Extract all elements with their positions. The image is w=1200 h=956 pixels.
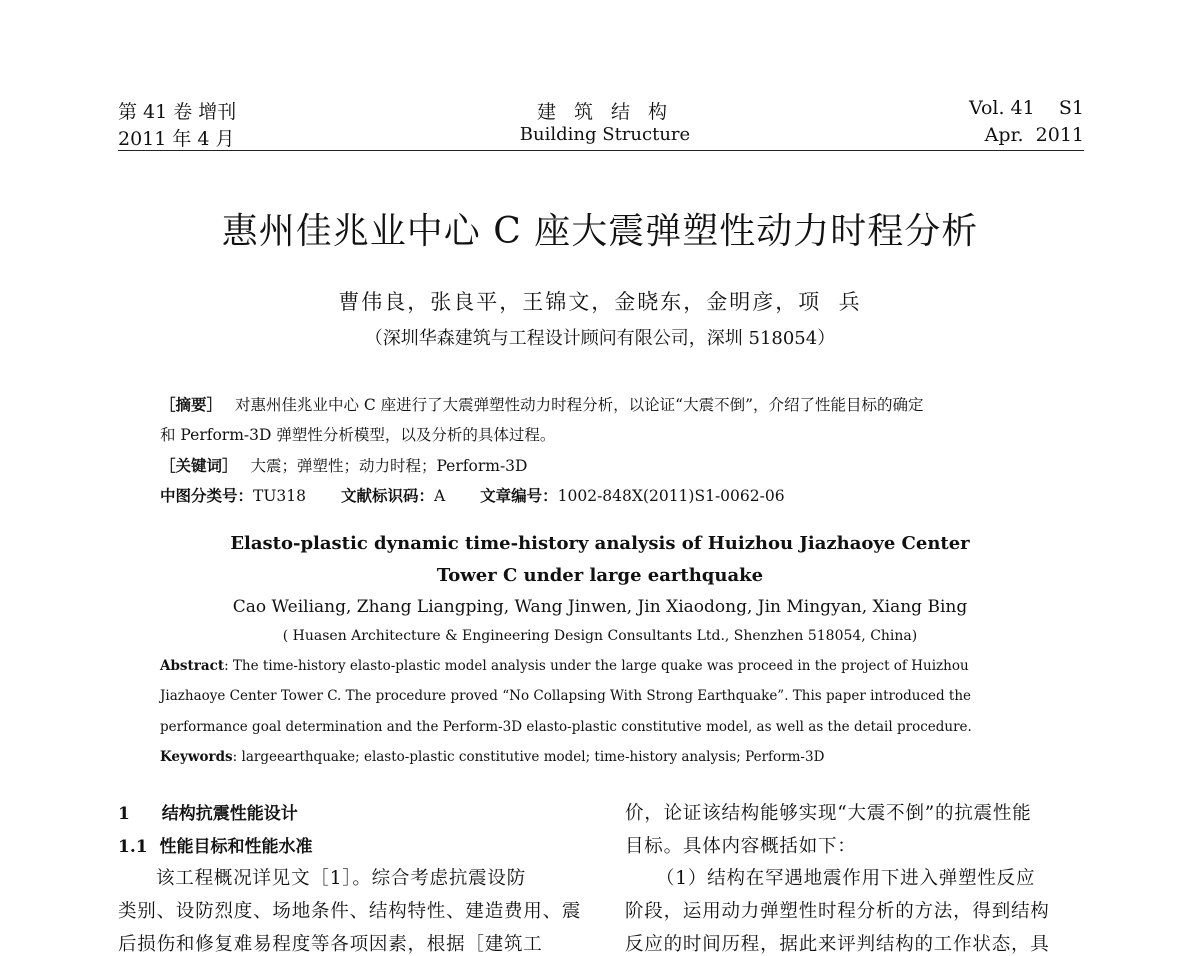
article-no-label: 文章编号： (480, 486, 558, 505)
section-1-1-title: 性能目标和性能水准 (159, 837, 313, 857)
en-author-list: Cao Weiliang, Zhang Liangping, Wang Jinwen, Jin Xiaodong, Jin Mingyan, Xiang Bing (232, 597, 968, 617)
right-body-line3: （1）结构在罕遇地震作用下进入弹塑性反应 (656, 868, 1036, 889)
clc-value: TU318 (253, 487, 307, 505)
en-title-line2: Tower C under large earthquake (436, 565, 764, 586)
abstract-cn-line1: 对惠州佳兆业中心 C 座进行了大震弹塑性动力时程分析，以论证“大震不倒”，介绍了性能目标的确定 (234, 396, 924, 414)
right-body-line2: 目标。具体内容概括如下： (625, 836, 857, 857)
journal-name-en: Building Structure (519, 124, 691, 145)
right-body-line1: 价，论证该结构能够实现“大震不倒”的抗震性能 (625, 803, 1032, 824)
keywords-cn (160, 454, 527, 476)
en-keywords-label: Keywords (160, 749, 233, 765)
affiliation: （深圳华森建筑与工程设计顾问有限公司，深圳 518054） (364, 328, 836, 349)
left-body-line3: 后损伤和修复难易程度等各项因素，根据［建筑工 (118, 934, 543, 955)
en-keywords-text: : largeearthquake; elasto-plastic constitutive model; time-history analysis; Perform-3D (232, 749, 825, 765)
section-1-number: 1 (118, 804, 130, 824)
section-1-heading (118, 799, 298, 824)
journal-volume-en: Vol. 41 S1 (968, 97, 1084, 119)
left-body-line2: 类别、设防烈度、场地条件、结构特性、建造费用、震 (118, 901, 582, 922)
abstract-cn-label: ［摘要］ (160, 395, 223, 414)
en-title-line1: Elasto-plastic dynamic time-history analysis of Huizhou Jiazhaoye Center (230, 533, 970, 554)
journal-name-cn: 建 筑 结 构 (536, 101, 674, 123)
keywords-cn-label: ［关键词］ (160, 456, 238, 475)
header-rule (118, 150, 1084, 151)
en-affiliation: ( Huasen Architecture & Engineering Design Consultants Ltd., Shenzhen 518054, China) (282, 628, 918, 644)
section-1-1-heading (118, 832, 313, 857)
paper-title: 惠州佳兆业中心 C 座大震弹塑性动力时程分析 (221, 211, 979, 252)
author-list: 曹伟良，张良平，王锦文，金晓东，金明彦，项 兵 (338, 290, 862, 314)
en-abstract (160, 658, 969, 674)
keywords-cn-text: 大震；弹塑性；动力时程；Perform-3D (250, 457, 528, 475)
article-no-value: 1002-848X(2011)S1-0062-06 (557, 487, 785, 505)
abstract-cn-line2: 和 Perform-3D 弹塑性分析模型，以及分析的具体过程。 (160, 426, 556, 444)
left-body-line1: 该工程概况详见文［1］。综合考虑抗震设防 (156, 868, 527, 889)
abstract-cn (160, 393, 924, 415)
classification-row (160, 484, 785, 506)
en-abstract-line1: : The time-history elasto-plastic model analysis under the large quake was proceed in the project of Huizhou (224, 658, 969, 674)
en-keywords (160, 749, 824, 765)
clc-label: 中图分类号： (160, 486, 254, 505)
journal-date-cn: 2011 年 4 月 (118, 128, 235, 150)
journal-volume-cn: 第 41 卷 增刊 (118, 101, 237, 123)
right-body-line5: 反应的时间历程，据此来评判结构的工作状态，具 (625, 934, 1050, 955)
en-abstract-label: Abstract (160, 658, 225, 674)
en-abstract-line3: performance goal determination and the Perform-3D elasto-plastic constitutive model, as well as the detail procedure. (160, 719, 972, 735)
en-abstract-line2: Jiazhaoye Center Tower C. The procedure proved “No Collapsing With Strong Earthquake”. This paper introduced the (160, 688, 972, 704)
doc-code-value: A (433, 487, 446, 505)
section-1-title: 结构抗震性能设计 (161, 804, 298, 824)
right-body-line4: 阶段，运用动力弹塑性时程分析的方法，得到结构 (625, 901, 1050, 922)
section-1-1-number: 1.1 (118, 837, 148, 857)
journal-date-en: Apr. 2011 (984, 124, 1084, 146)
doc-code-label: 文献标识码： (340, 486, 434, 505)
